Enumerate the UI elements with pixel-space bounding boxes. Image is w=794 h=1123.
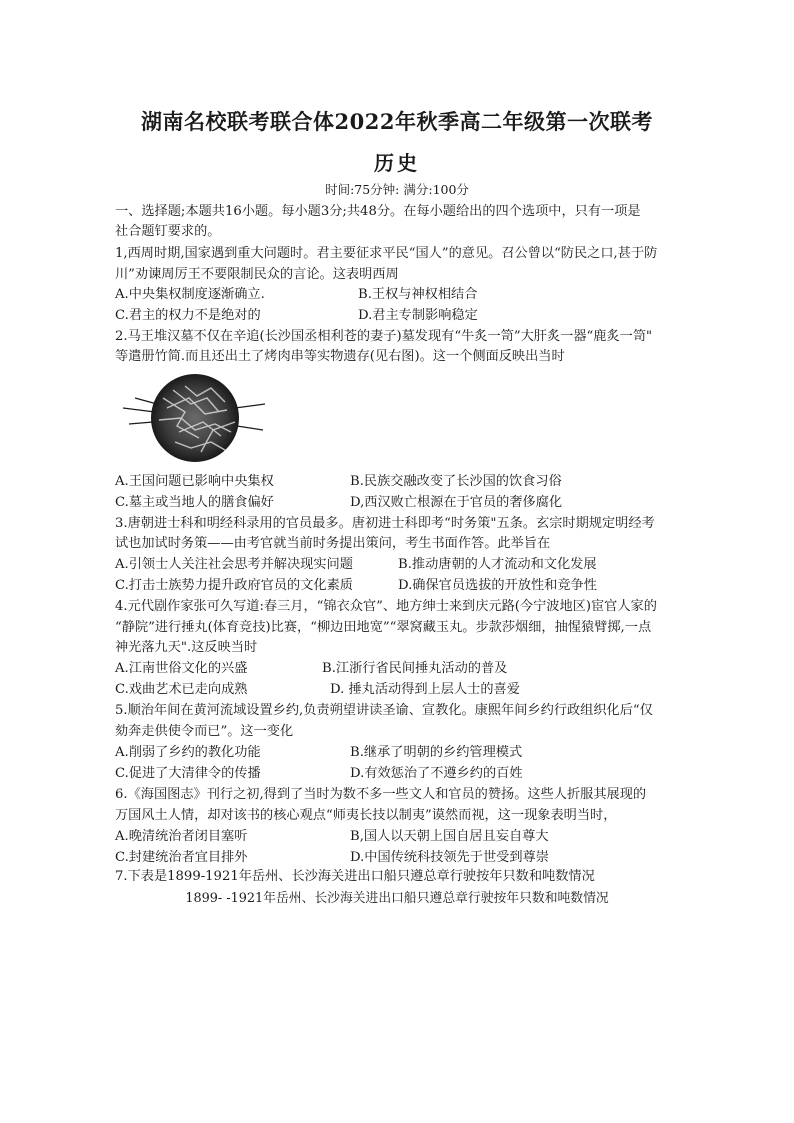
q1-option-a: A.中央集权制度逐渐确立. [115, 287, 265, 302]
subject-title: 历史 [374, 151, 420, 175]
exam-title: 湖南名校联考联合体2022年秋季高二年级第一次联考 [141, 109, 653, 134]
q2-option-c: C.墓主或当地人的膳食偏好 [115, 495, 274, 510]
q3-option-c: C.打击士族势力提升政府官员的文化素质 [115, 578, 353, 593]
q2-option-b: B.民族交融改变了长沙国的饮食习俗 [350, 474, 562, 489]
q4-option-a: A.江南世俗文化的兴盛 [115, 661, 248, 676]
question-3-stem: 试也加试时务策——由考官就当前时务提出策问，考生书面作答。此举旨在 [115, 536, 551, 551]
question-5-stem: 5.顺治年间在黄河流域设置乡约,负责朔望讲读圣谕、宣教化。康熙年间乡约行政组织化后“仅 [115, 703, 653, 718]
question-7-stem: 7.下表是1899-1921年岳州、长沙海关进出口船只遵总章行驶按年只数和吨数情况 [115, 869, 595, 884]
instructions-line: 社合题钉要求的。 [115, 224, 221, 239]
q1-option-b: B.王权与神权相结合 [358, 287, 478, 302]
q5-option-c: C.促进了大清律令的传播 [115, 766, 261, 781]
table-caption: 1899- -1921年岳州、长沙海关进出口船只遵总章行驶按年只数和吨数情况 [185, 891, 609, 906]
q2-option-d: D,西汉败亡根源在于官员的奢侈腐化 [350, 495, 563, 510]
question-6-stem: 万国风土人情，却对该书的核心观点“师夷长技以制夷”谟然而视，这一现象表明当时， [115, 808, 617, 823]
q6-option-a: A.晚清统治者闭目塞听 [115, 829, 248, 844]
question-3-stem: 3.唐朝进士科和明经科录用的官员最多。唐初进士科即考“时务策"五条。玄宗时期规定明经考 [115, 516, 655, 531]
instructions-line: 一、选择题;本题共16小题。每小题3分;共48分。在每小题给出的四个选项中，只有一项是 [115, 204, 641, 219]
question-2-stem: 等遣册竹简.而且还出土了烤肉串等实物遗存(见右图)。这一个侧面反映出当时 [115, 349, 565, 364]
question-2-stem: 2.马王堆汉墓不仅在辛追(长沙国丞相利苍的妻子)墓发现有“牛炙一笥”大肝炙一器“鹿炙一笥" [115, 329, 653, 344]
q5-option-d: D.有效惩治了不遵乡约的百姓 [350, 766, 523, 781]
q4-option-c: C.戏曲艺术已走向成熟 [115, 682, 248, 697]
q2-option-a: A.王国问题已影响中央集权 [115, 474, 274, 489]
q5-option-a: A.削弱了乡约的教化功能 [115, 745, 261, 760]
question-4-stem: “静院”进行捶丸(体育竞技)比赛，“柳边田地宽”“翠窝藏玉丸。步款莎烟细，抽惺猿臂掷,一点 [115, 620, 652, 635]
question-1-stem: 川”劝谏周厉王不要限制民众的言论。这表明西周 [115, 267, 399, 282]
q4-option-d: D. 捶丸活动得到上层人士的喜爱 [330, 682, 520, 697]
question-4-stem: 神光落九天".这反映当时 [115, 640, 258, 655]
q6-option-c: C.封建统治者宜目排外 [115, 850, 248, 865]
question-6-stem: 6.《海国图志》刊行之初,得到了当时为数不多一些文人和官员的赞扬。这些人折服其展现的 [115, 787, 647, 802]
question-4-stem: 4.元代剧作家张可久写道:春三月，“锦衣众官”、地方绅士来到庆元路(今宁波地区)宦官人家的 [115, 599, 657, 614]
q6-option-d: D.中国传统科技领先于世受到尊崇 [350, 850, 549, 865]
exam-meta: 时间:75分钟: 满分:100分 [325, 182, 469, 197]
roast-meat-skewer-image [115, 368, 275, 468]
q5-option-b: B.继承了明朝的乡约管理模式 [350, 745, 523, 760]
question-5-stem: 劾奔走供使令而已”。这一变化 [115, 724, 294, 739]
question-1-stem: 1,西周时期,国家遇到重大问题时。君主要征求平民“国人”的意见。召公曾以“防民之口,甚于防 [115, 246, 658, 261]
q3-option-b: B.推动唐朝的人才流动和文化发展 [398, 557, 597, 572]
q3-option-a: A.引领士人关注社会思考并解决现实问题 [115, 557, 353, 572]
q3-option-d: D.确保官员选拔的开放性和竞争性 [398, 578, 597, 593]
q6-option-b: B,国人以天朝上国自居且妄自尊大 [350, 829, 549, 844]
q4-option-b: B.江浙行省民间捶丸活动的普及 [322, 661, 508, 676]
q1-option-d: D.君主专制影响稳定 [358, 308, 478, 323]
q1-option-c: C.君主的权力不是绝对的 [115, 308, 261, 323]
